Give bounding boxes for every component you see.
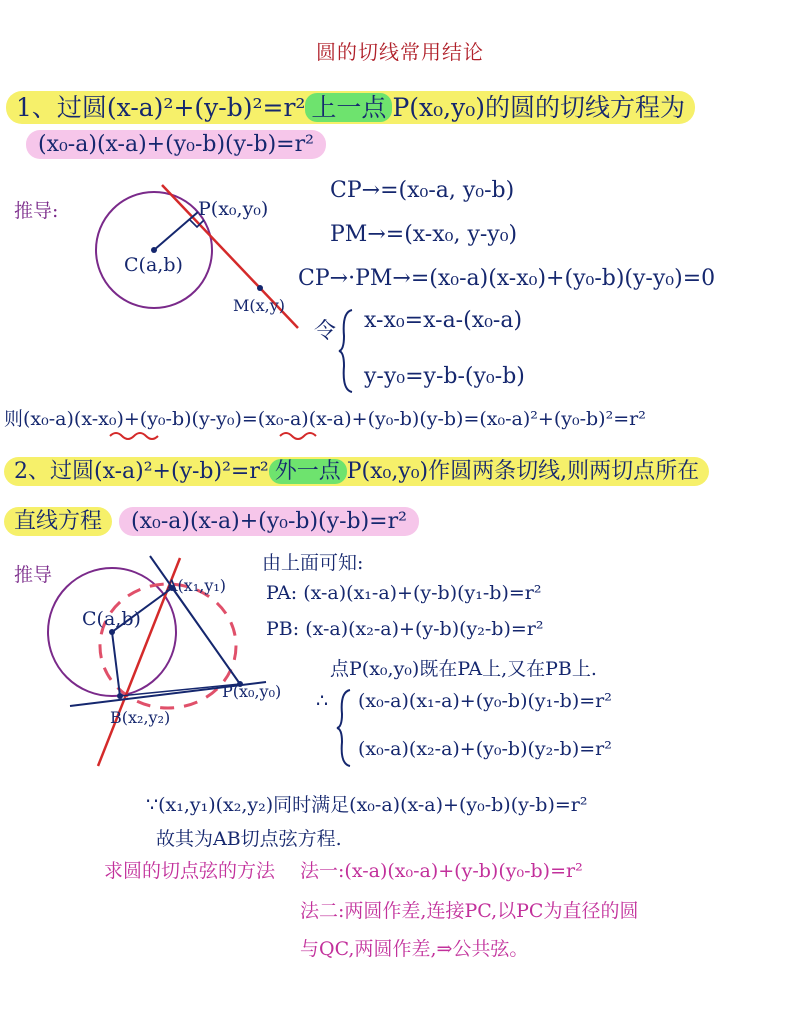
section1-heading-pre: 1、过圆(x-a)²+(y-b)²=r²: [16, 93, 306, 122]
section1-heading-highlight: 上一点: [305, 93, 392, 122]
fig2-label-p: P(x₀,y₀): [222, 682, 282, 701]
section1-derive-label: 推导:: [14, 200, 59, 222]
therefore-symbol: ∴: [316, 690, 329, 712]
section1-conclusion: 则(x₀-a)(x-x₀)+(y₀-b)(y-y₀)=(x₀-a)(x-a)+(y₀-b)(y-b)=(x₀-a)²+(y₀-b)²=r²: [4, 408, 646, 430]
let-label: 令: [314, 319, 337, 344]
because-line: ∵(x₁,y₁)(x₂,y₂)同时满足(x₀-a)(x-a)+(y₀-b)(y-b)=r²: [146, 794, 588, 816]
point-on-both: 点P(x₀,y₀)既在PA上,又在PB上.: [330, 658, 597, 680]
point-b-dot: [117, 693, 123, 699]
section2-line2: [4, 504, 419, 535]
step-pm-vector: PM→=(x-x₀, y-y₀): [330, 222, 518, 247]
pb-equation: PB: (x-a)(x₂-a)+(y-b)(y₂-b)=r²: [266, 618, 544, 640]
so-line: 故其为AB切点弦方程.: [156, 828, 342, 850]
fig1-label-c: C(a,b): [124, 254, 183, 276]
section2-heading: [4, 454, 709, 485]
segment-ap: [172, 588, 240, 684]
brace-2: [336, 686, 356, 770]
section1-heading-post: P(x₀,y₀)的圆的切线方程为: [392, 93, 685, 122]
section1-formula: (x₀-a)(x-a)+(y₀-b)(y-b)=r²: [26, 130, 326, 159]
known-label: 由上面可知:: [262, 552, 364, 574]
section1-heading-box: [6, 91, 695, 124]
section2-heading-line2: 直线方程: [4, 507, 112, 536]
step-cp-vector: CP→=(x₀-a, y₀-b): [330, 178, 515, 203]
radius-cb: [112, 632, 120, 696]
sys2-eq2: (x₀-a)(x₂-a)+(y₀-b)(y₂-b)=r²: [358, 738, 612, 760]
section1-formula-box: [26, 132, 326, 157]
fig2-label-c: C(a,b): [82, 608, 141, 630]
step-dot-product: CP→·PM→=(x₀-a)(x-x₀)+(y₀-b)(y-y₀)=0: [298, 266, 716, 291]
sys2-eq1: (x₀-a)(x₁-a)+(y₀-b)(y₁-b)=r²: [358, 690, 612, 712]
section1-heading: [6, 88, 695, 124]
fig1-label-m: M(x,y): [233, 296, 286, 315]
brace-1: [338, 306, 358, 396]
pa-equation: PA: (x-a)(x₁-a)+(y-b)(y₁-b)=r²: [266, 582, 542, 604]
fig2-label-b: B(x₂,y₂): [110, 708, 171, 727]
method-2: 法二:两圆作差,连接PC,以PC为直径的圆: [300, 900, 639, 922]
sys1-eq1: x-x₀=x-a-(x₀-a): [364, 308, 523, 333]
point-m-dot: [257, 285, 263, 291]
section2-heading-pre: 2、过圆(x-a)²+(y-b)²=r²: [14, 459, 269, 484]
section2-heading-post: P(x₀,y₀)作圆两条切线,则两切点所在: [346, 459, 700, 484]
radius-cp: [154, 212, 198, 250]
section2-heading-highlight: 外一点: [269, 459, 347, 484]
sys1-eq2: y-y₀=y-b-(y₀-b): [364, 364, 525, 389]
center-dot: [151, 247, 157, 253]
page-title: 圆的切线常用结论: [316, 40, 484, 64]
methods-label: 求圆的切点弦的方法: [104, 860, 276, 882]
section2-derive-label: 推导: [14, 564, 53, 586]
method-1: 法一:(x-a)(x₀-a)+(y-b)(y₀-b)=r²: [300, 860, 583, 882]
section2-heading-box: [4, 457, 709, 486]
fig2-label-a: A(x₁,y₁): [166, 576, 227, 595]
fig1-label-p: P(x₀,y₀): [198, 198, 269, 220]
underline-marks: [108, 428, 348, 442]
method-3: 与QC,两圆作差,⇒公共弦。: [300, 938, 529, 960]
section2-formula: (x₀-a)(x-a)+(y₀-b)(y-b)=r²: [119, 507, 419, 536]
